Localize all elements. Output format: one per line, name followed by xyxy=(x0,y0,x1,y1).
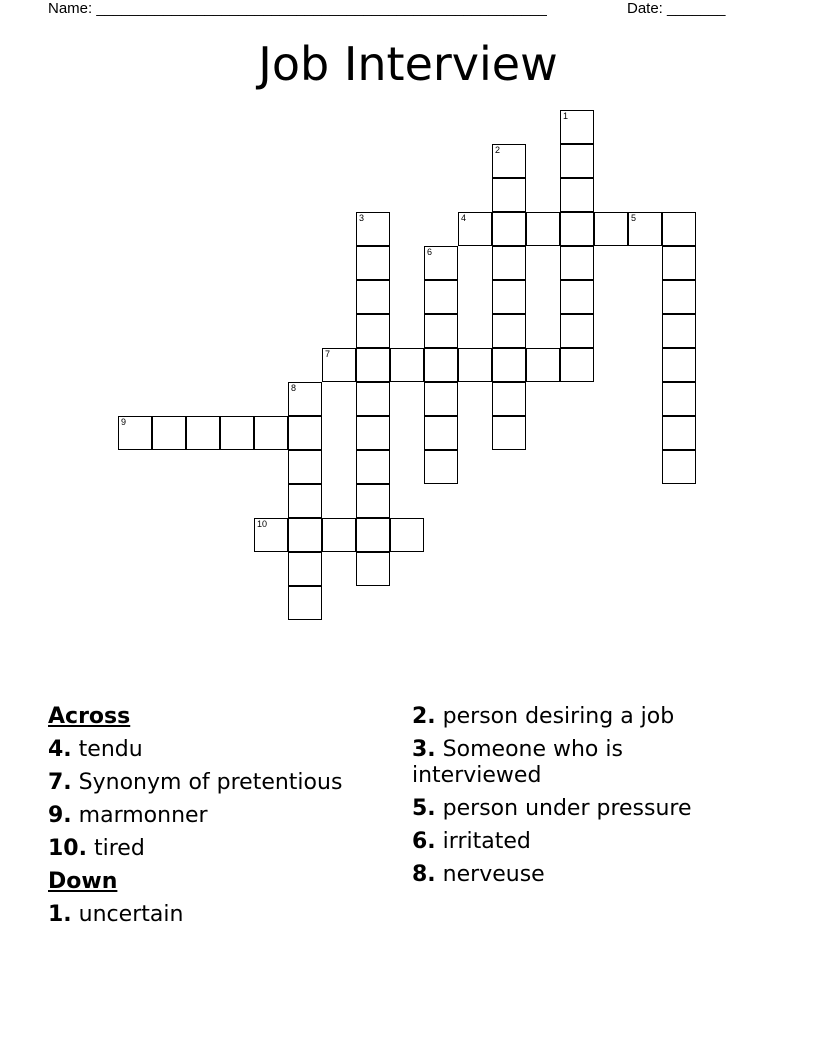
clue-across-7 xyxy=(48,770,388,796)
clue-down-1 xyxy=(48,902,388,928)
crossword-cell[interactable] xyxy=(458,212,492,246)
crossword-cell[interactable] xyxy=(424,348,458,382)
clue-number: 3. xyxy=(412,737,436,762)
cell-number: 3 xyxy=(359,213,365,223)
crossword-cell[interactable] xyxy=(492,246,526,280)
crossword-cell[interactable] xyxy=(424,246,458,280)
clue-text: tendu xyxy=(78,737,143,762)
crossword-cell[interactable] xyxy=(662,280,696,314)
crossword-cell[interactable] xyxy=(458,348,492,382)
cell-number: 6 xyxy=(427,247,433,257)
crossword-cell[interactable] xyxy=(356,450,390,484)
clue-across-4 xyxy=(48,737,388,763)
crossword-cell[interactable] xyxy=(356,246,390,280)
clue-text: Someone who is interviewed xyxy=(412,737,623,788)
crossword-cell[interactable] xyxy=(662,348,696,382)
clue-number: 8. xyxy=(412,862,436,887)
crossword-cell[interactable] xyxy=(492,178,526,212)
cell-number: 7 xyxy=(325,349,331,359)
crossword-cell[interactable] xyxy=(288,484,322,518)
clue-number: 5. xyxy=(412,796,436,821)
crossword-cell[interactable] xyxy=(424,450,458,484)
clues-left-column xyxy=(48,704,388,935)
crossword-cell[interactable] xyxy=(356,416,390,450)
crossword-cell[interactable] xyxy=(424,416,458,450)
clue-text: nerveuse xyxy=(442,862,545,887)
crossword-cell[interactable] xyxy=(560,246,594,280)
clue-number: 1. xyxy=(48,902,72,927)
crossword-cell[interactable] xyxy=(220,416,254,450)
crossword-cell[interactable] xyxy=(356,348,390,382)
clue-text: uncertain xyxy=(78,902,184,927)
crossword-cell[interactable] xyxy=(288,518,322,552)
clue-number: 2. xyxy=(412,704,436,729)
crossword-cell[interactable] xyxy=(390,348,424,382)
crossword-cell[interactable] xyxy=(356,552,390,586)
clue-text: Synonym of pretentious xyxy=(78,770,343,795)
crossword-cell[interactable] xyxy=(322,518,356,552)
date-field-label: Date: _______ xyxy=(627,0,726,17)
crossword-cell[interactable] xyxy=(560,280,594,314)
crossword-cell[interactable] xyxy=(492,348,526,382)
crossword-cell[interactable] xyxy=(288,450,322,484)
crossword-cell[interactable] xyxy=(560,348,594,382)
crossword-cell[interactable] xyxy=(492,314,526,348)
clue-text: person under pressure xyxy=(442,796,692,821)
cell-number: 9 xyxy=(121,417,127,427)
page-title: Job Interview xyxy=(258,37,558,91)
clue-down-8 xyxy=(412,862,752,888)
clue-number: 10. xyxy=(48,836,87,861)
crossword-cell[interactable] xyxy=(424,280,458,314)
crossword-cell[interactable] xyxy=(662,416,696,450)
name-field-label: Name: ______________________________________________________ xyxy=(48,0,547,17)
cell-number: 4 xyxy=(461,213,467,223)
crossword-cell[interactable] xyxy=(356,518,390,552)
crossword-cell[interactable] xyxy=(492,280,526,314)
crossword-cell[interactable] xyxy=(560,144,594,178)
crossword-cell[interactable] xyxy=(356,484,390,518)
crossword-cell[interactable] xyxy=(662,450,696,484)
crossword-cell[interactable] xyxy=(356,382,390,416)
crossword-cell[interactable] xyxy=(560,314,594,348)
clue-down-3 xyxy=(412,737,752,789)
clue-down-2 xyxy=(412,704,752,730)
crossword-cell[interactable] xyxy=(492,416,526,450)
down-heading: Down xyxy=(48,869,118,894)
crossword-cell[interactable] xyxy=(594,212,628,246)
clue-text: tired xyxy=(93,836,145,861)
crossword-cell[interactable] xyxy=(662,212,696,246)
clue-down-5 xyxy=(412,796,752,822)
crossword-cell[interactable] xyxy=(288,586,322,620)
crossword-cell[interactable] xyxy=(186,416,220,450)
clue-down-6 xyxy=(412,829,752,855)
crossword-cell[interactable] xyxy=(560,110,594,144)
cell-number: 1 xyxy=(563,111,569,121)
crossword-cell[interactable] xyxy=(560,178,594,212)
cell-number: 5 xyxy=(631,213,637,223)
crossword-cell[interactable] xyxy=(424,314,458,348)
crossword-cell[interactable] xyxy=(152,416,186,450)
crossword-cell[interactable] xyxy=(356,212,390,246)
clues-right-column xyxy=(412,704,752,895)
clue-across-10 xyxy=(48,836,388,862)
crossword-cell[interactable] xyxy=(492,382,526,416)
clue-text: marmonner xyxy=(78,803,208,828)
cell-number: 8 xyxy=(291,383,297,393)
clue-text: person desiring a job xyxy=(442,704,675,729)
crossword-cell[interactable] xyxy=(254,416,288,450)
crossword-cell[interactable] xyxy=(628,212,662,246)
crossword-cell[interactable] xyxy=(424,382,458,416)
cell-number: 10 xyxy=(257,519,268,529)
clue-number: 7. xyxy=(48,770,72,795)
crossword-cell[interactable] xyxy=(492,212,526,246)
clue-number: 4. xyxy=(48,737,72,762)
crossword-cell[interactable] xyxy=(560,212,594,246)
crossword-cell[interactable] xyxy=(322,348,356,382)
clue-text: irritated xyxy=(442,829,531,854)
crossword-cell[interactable] xyxy=(288,552,322,586)
clue-across-9 xyxy=(48,803,388,829)
crossword-cell[interactable] xyxy=(254,518,288,552)
crossword-cell[interactable] xyxy=(288,416,322,450)
crossword-cell[interactable] xyxy=(492,144,526,178)
crossword-cell[interactable] xyxy=(526,212,560,246)
crossword-cell[interactable] xyxy=(356,280,390,314)
crossword-cell[interactable] xyxy=(288,382,322,416)
clue-number: 6. xyxy=(412,829,436,854)
crossword-cell[interactable] xyxy=(118,416,152,450)
crossword-cell[interactable] xyxy=(526,348,560,382)
crossword-cell[interactable] xyxy=(662,246,696,280)
crossword-cell[interactable] xyxy=(356,314,390,348)
clue-number: 9. xyxy=(48,803,72,828)
cell-number: 2 xyxy=(495,145,501,155)
across-heading: Across xyxy=(48,704,131,729)
crossword-cell[interactable] xyxy=(662,382,696,416)
crossword-cell[interactable] xyxy=(662,314,696,348)
crossword-cell[interactable] xyxy=(390,518,424,552)
